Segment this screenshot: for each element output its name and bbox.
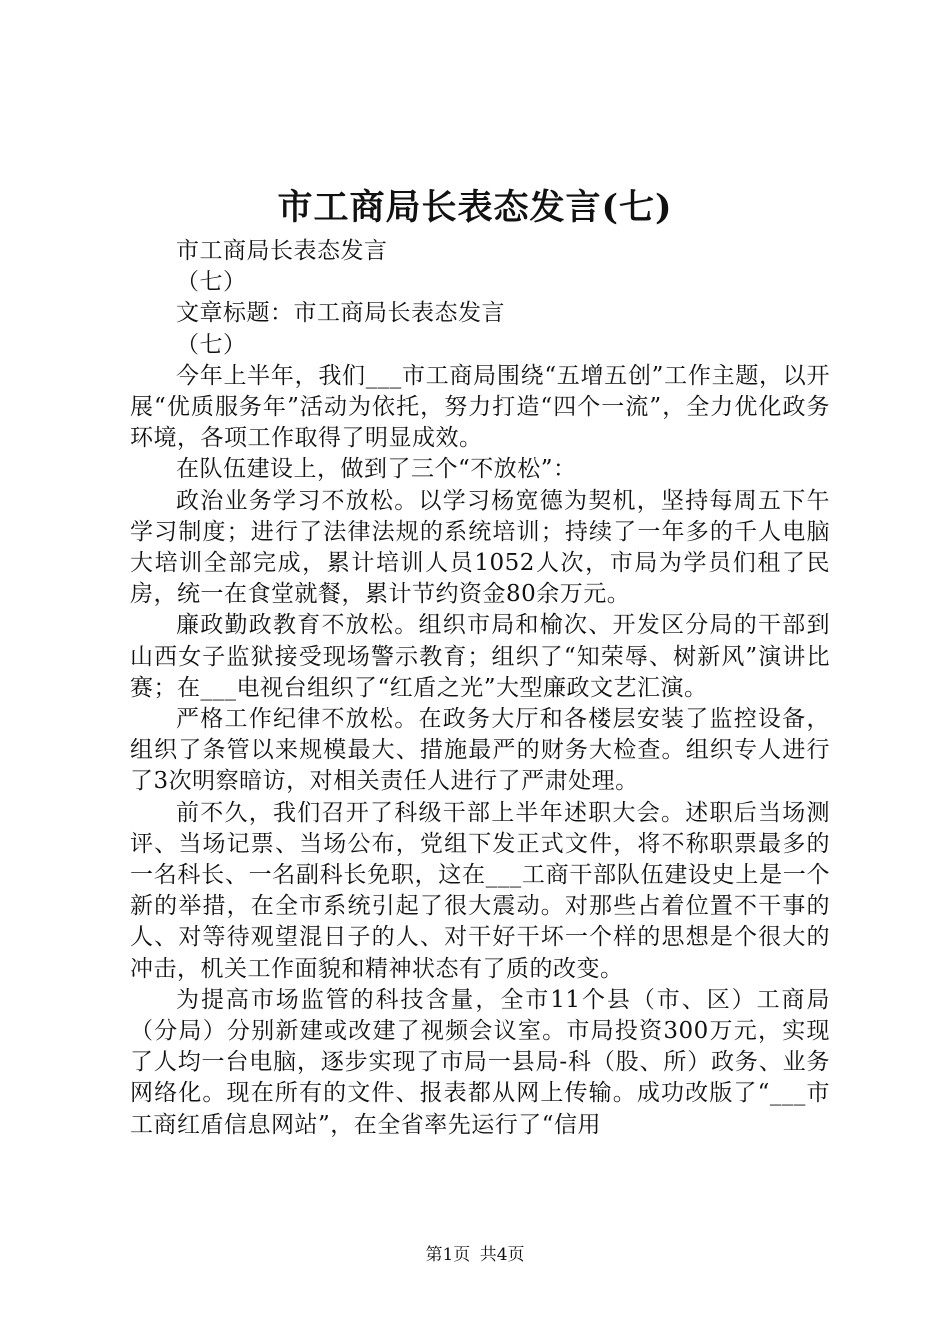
- page-total: 共4页: [479, 1245, 525, 1265]
- document-title: 市工商局长表态发言(七): [277, 187, 673, 228]
- paragraph: 今年上半年，我们___市工商局围绕“五增五创”工作主题，以开展“优质服务年”活动为依托，努力打造“四个一流”，全力优化政务环境，各项工作取得了明显成效。: [130, 362, 830, 452]
- paragraph: 严格工作纪律不放松。在政务大厅和各楼层安装了监控设备，组织了条管以来规模最大、措施最严的财务大检查。组织专人进行了3次明察暗访，对相关责任人进行了严肃处理。: [130, 706, 830, 795]
- page-footer: [0, 1243, 950, 1267]
- document-body: [130, 236, 830, 1141]
- paragraph: 廉政勤政教育不放松。组织市局和榆次、开发区分局的干部到山西女子监狱接受现场警示教育；组织了“知荣辱、树新风”演讲比赛；在___电视台组织了“红盾之光”大型廉政文艺汇演。: [130, 612, 830, 701]
- paragraph: （七）: [176, 331, 247, 358]
- paragraph: 为提高市场监管的科技含量，全市11个县（市、区）工商局（分局）分别新建或改建了视频会议室。市局投资300万元，实现了人均一台电脑，逐步实现了市局一县局-科（股、所）政务、业务网络化。现在所有的文件、报表都从网上传输。成功改版了“___市工商红盾信息网站”，在全省率先运行了“信用: [130, 986, 830, 1138]
- paragraph: 前不久，我们召开了科级干部上半年述职大会。述职后当场测评、当场记票、当场公布，党组下发正式文件，将不称职票最多的一名科长、一名副科长免职，这在___工商干部队伍建设史上是一个新的举措，在全市系统引起了很大震动。对那些占着位置不干事的人、对等待观望混日子的人、对干好干坏一个样的思想是个很大的冲击，机关工作面貌和精神状态有了质的改变。: [130, 799, 830, 982]
- paragraph: 政治业务学习不放松。以学习杨宽德为契机，坚持每周五下午学习制度；进行了法律法规的系统培训；持续了一年多的千人电脑大培训全部完成，累计培训人员1052人次，市局为学员们租了民房，统一在食堂就餐，累计节约资金80余万元。: [130, 487, 830, 608]
- paragraph: （七）: [176, 269, 247, 296]
- paragraph: 市工商局长表态发言: [176, 238, 388, 264]
- paragraph: 文章标题：市工商局长表态发言: [176, 300, 505, 327]
- page-number: 第1页: [425, 1245, 471, 1265]
- paragraph: 在队伍建设上，做到了三个“不放松”：: [176, 456, 577, 483]
